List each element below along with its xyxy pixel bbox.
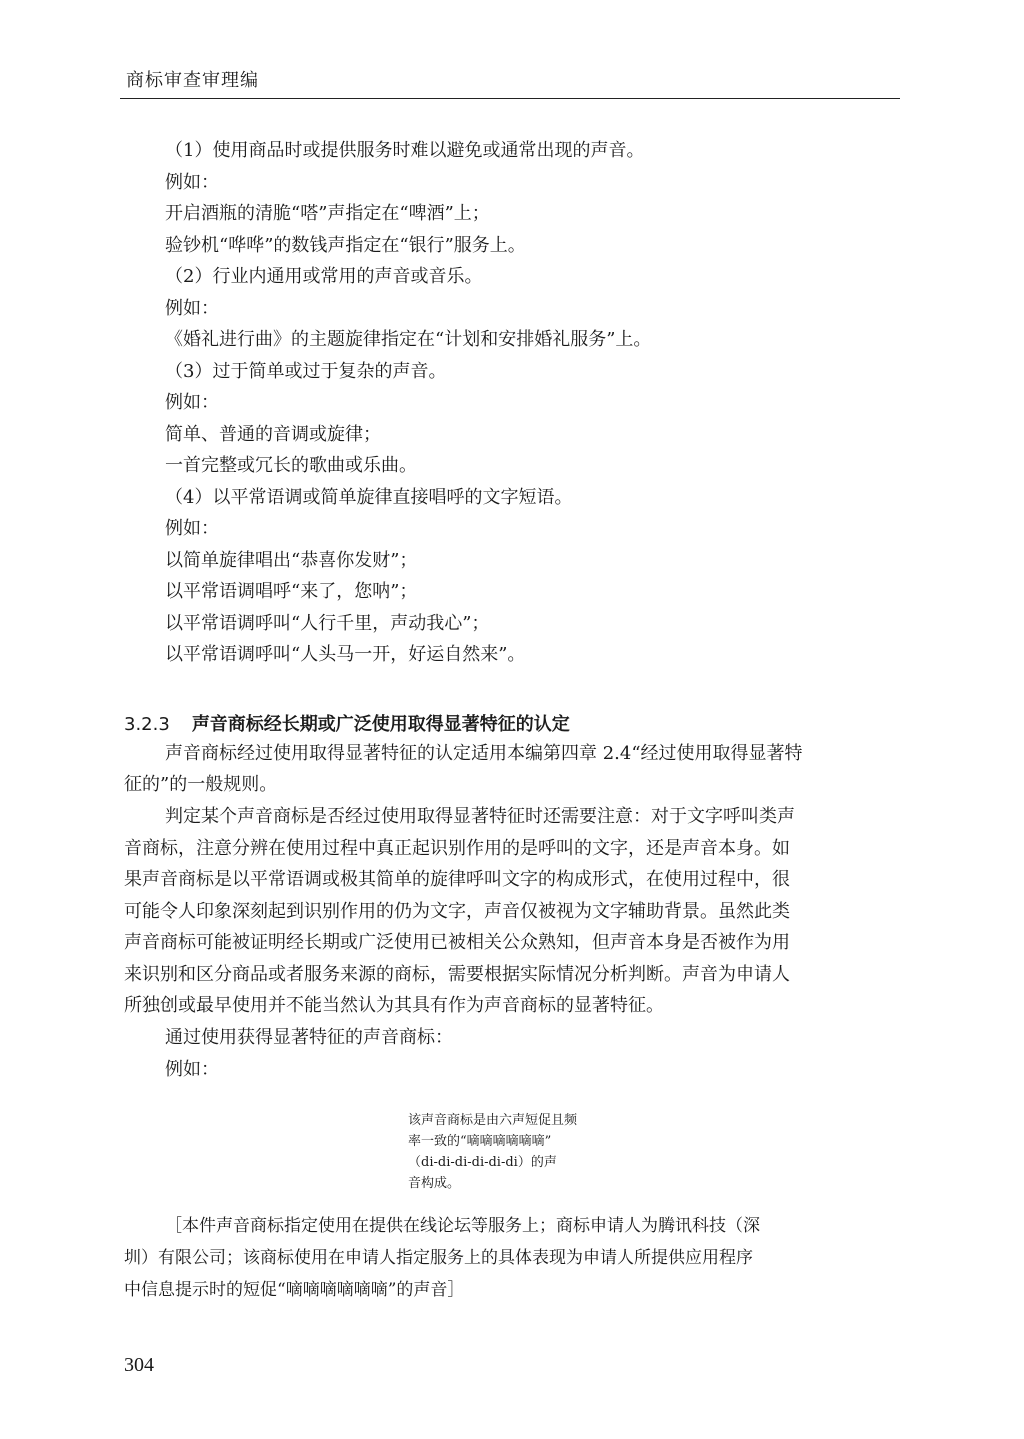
list-line: 一首完整或冗长的歌曲或乐曲。 bbox=[165, 455, 417, 476]
caption-line: 该声音商标是由六声短促且频 bbox=[408, 1113, 578, 1128]
caption-line: （di-di-di-di-di-di）的声 bbox=[408, 1155, 557, 1170]
list-line: 例如： bbox=[165, 392, 219, 413]
list-line: 例如： bbox=[165, 172, 219, 193]
list-line: 例如： bbox=[165, 298, 219, 319]
list-line: 例如： bbox=[165, 518, 219, 539]
body-line: 所独创或最早使用并不能当然认为其具有作为声音商标的显著特征。 bbox=[124, 995, 664, 1016]
body-line: 可能令人印象深刻起到识别作用的仍为文字，声音仅被视为文字辅助背景。虽然此类 bbox=[124, 901, 790, 922]
list-line: 以平常语调呼叫“人行千里，声动我心”； bbox=[165, 613, 490, 634]
body-line: 音商标，注意分辨在使用过程中真正起识别作用的是呼叫的文字，还是声音本身。如 bbox=[124, 838, 790, 859]
list-line: （1）使用商品时或提供服务时难以避免或通常出现的声音。 bbox=[165, 140, 645, 161]
caption-line: 音构成。 bbox=[408, 1176, 461, 1191]
section-heading bbox=[124, 710, 570, 736]
list-line: 《婚礼进行曲》的主题旋律指定在“计划和安排婚礼服务”上。 bbox=[165, 329, 652, 350]
list-line: （4）以平常语调或简单旋律直接唱呼的文字短语。 bbox=[165, 487, 573, 508]
running-head: 商标审查审理编 bbox=[126, 70, 259, 91]
body-line: 征的”的一般规则。 bbox=[124, 774, 278, 795]
body-line: 例如： bbox=[165, 1059, 219, 1080]
list-line: 以简单旋律唱出“恭喜你发财”； bbox=[165, 550, 418, 571]
note-line: 圳）有限公司；该商标使用在申请人指定服务上的具体表现为申请人所提供应用程序 bbox=[124, 1248, 753, 1268]
list-line: （2）行业内通用或常用的声音或音乐。 bbox=[165, 266, 483, 287]
body-line: 通过使用获得显著特征的声音商标： bbox=[165, 1027, 453, 1048]
body-line: 判定某个声音商标是否经过使用取得显著特征时还需要注意：对于文字呼叫类声 bbox=[165, 806, 795, 827]
example-caption bbox=[408, 1110, 628, 1194]
header-rule bbox=[120, 98, 900, 99]
body-line: 声音商标经过使用取得显著特征的认定适用本编第四章 2.4“经过使用取得显著特 bbox=[165, 743, 803, 764]
body-line: 声音商标可能被证明经长期或广泛使用已被相关公众熟知，但声音本身是否被作为用 bbox=[124, 932, 790, 953]
section-number: 3.2.3 bbox=[124, 714, 170, 735]
note-line: 中信息提示时的短促“嘀嘀嘀嘀嘀嘀”的声音］ bbox=[124, 1280, 465, 1300]
list-line: 以平常语调呼叫“人头马一开，好运自然来”。 bbox=[165, 644, 526, 665]
list-line: 以平常语调唱呼“来了，您呐”； bbox=[165, 581, 418, 602]
caption-line: 率一致的“嘀嘀嘀嘀嘀嘀” bbox=[408, 1134, 552, 1149]
body-line: 果声音商标是以平常语调或极其简单的旋律呼叫文字的构成形式，在使用过程中，很 bbox=[124, 869, 790, 890]
list-line: 验钞机“哗哗”的数钱声指定在“银行”服务上。 bbox=[165, 235, 526, 256]
list-line: 简单、普通的音调或旋律； bbox=[165, 424, 381, 445]
page-number: 304 bbox=[124, 1354, 154, 1376]
note-line: ［本件声音商标指定使用在提供在线论坛等服务上；商标申请人为腾讯科技（深 bbox=[165, 1216, 760, 1236]
list-line: （3）过于简单或过于复杂的声音。 bbox=[165, 361, 447, 382]
list-line: 开启酒瓶的清脆“嗒”声指定在“啤酒”上； bbox=[165, 203, 490, 224]
body-line: 来识别和区分商品或者服务来源的商标，需要根据实际情况分析判断。声音为申请人 bbox=[124, 964, 790, 985]
section-title: 声音商标经长期或广泛使用取得显著特征的认定 bbox=[191, 714, 570, 735]
